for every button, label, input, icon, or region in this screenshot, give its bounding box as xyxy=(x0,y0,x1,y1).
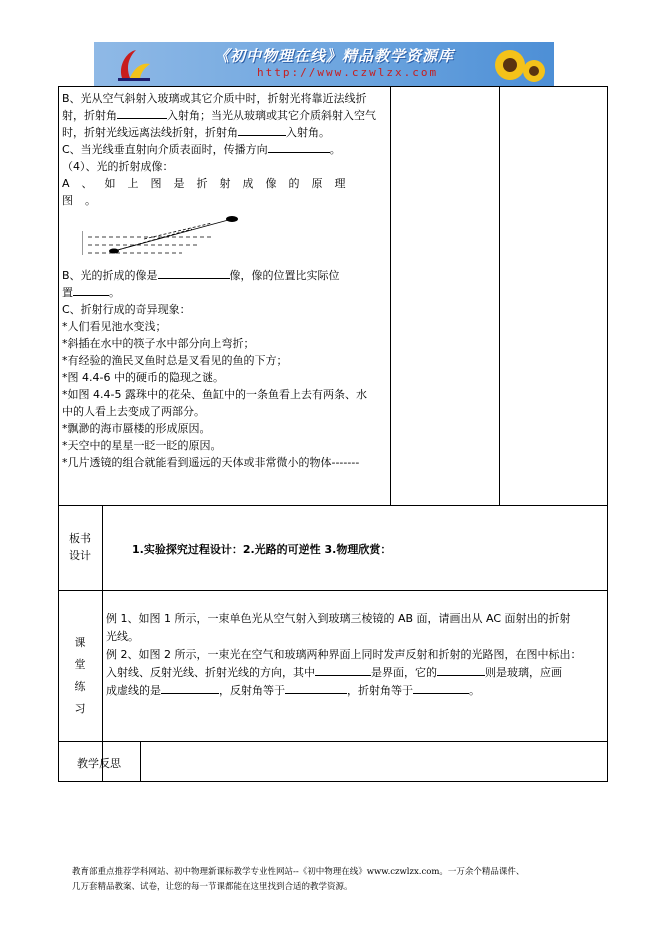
answer-blank xyxy=(158,267,230,279)
refraction-diagram xyxy=(82,209,252,257)
column-divider xyxy=(140,741,141,782)
list-item: *几片透镜的组合就能看到遥远的天体或非常微小的物体------- xyxy=(62,456,360,469)
practice-label: 课 堂 练 习 xyxy=(74,636,86,715)
footer-line: 几万套精品教案、试卷，让您的每一节课都能在这里找到合适的教学资源。 xyxy=(72,882,353,892)
list-item: *人们看见池水变浅； xyxy=(62,320,167,333)
list-item: *有经验的渔民叉鱼时总是叉看见的鱼的下方； xyxy=(62,354,288,367)
text-line: 入射线、反射光线、折射光线的方向，其中 是界面，它的 则是玻璃，应画 xyxy=(106,666,562,679)
answer-blank xyxy=(413,682,469,694)
header-banner xyxy=(94,42,554,86)
text-line: 成虚线的是 ，反射角等于 ，折射角等于 。 xyxy=(106,684,480,697)
text-line: C、当光线垂直射向介质表面时，传播方向 。 xyxy=(62,143,341,156)
text-line: 射，折射角 入射角；当光从玻璃或其它介质斜射入空气 xyxy=(62,109,376,122)
section-heading: （4）、光的折射成像： xyxy=(62,160,174,173)
row-divider xyxy=(58,590,608,591)
column-divider xyxy=(390,86,391,506)
reflection-label: 教学反思 xyxy=(77,757,121,770)
list-item: *斜插在水中的筷子水中部分向上弯折； xyxy=(62,337,255,350)
text-line: B、光的折成的像是 像，像的位置比实际位 xyxy=(62,269,340,282)
answer-blank xyxy=(238,124,286,136)
list-item: *如图 4.4-5 露珠中的花朵、鱼缸中的一条鱼看上去有两条、水 xyxy=(62,388,367,401)
sunflower-icon xyxy=(490,45,546,85)
section-heading: C、折射行成的奇异现象： xyxy=(62,303,191,316)
banner-title: 《初中物理在线》精品教学资源库 xyxy=(214,47,455,65)
footer-line: 教育部重点推荐学科网站、初中物理新课标教学专业性网站--《初中物理在线》www.czwlzx.com。一万余个精品课件、 xyxy=(72,867,525,877)
footer xyxy=(72,865,612,895)
text-line: 光线。 xyxy=(106,630,139,643)
board-text: 1.实验探究过程设计：2.光路的可逆性 3.物理欣赏： xyxy=(132,543,392,556)
column-divider xyxy=(499,86,500,506)
text-line: 例 2、如图 2 所示，一束光在空气和玻璃两种界面上同时发声反射和折射的光路图，在图中标出： xyxy=(106,648,582,661)
text-line: 例 1、如图 1 所示，一束单色光从空气射入到玻璃三棱镜的 AB 面，请画出从 AC 面射出的折射 xyxy=(106,612,571,625)
main-content xyxy=(62,90,387,471)
text-line: 时，折射光线远离法线折射，折射角 入射角。 xyxy=(62,126,330,139)
text-line: B、光从空气斜射入玻璃或其它介质中时，折射光将靠近法线折 xyxy=(62,92,367,105)
answer-blank xyxy=(315,664,371,676)
board-label: 板书 设计 xyxy=(69,532,91,562)
list-item: 中的人看上去变成了两部分。 xyxy=(62,405,205,418)
row-divider xyxy=(58,505,608,506)
list-item: *图 4.4-6 中的硬币的隐现之谜。 xyxy=(62,371,224,384)
text-line: A、如上图是折射成像的原理图。 xyxy=(62,177,358,207)
answer-blank xyxy=(285,682,347,694)
answer-blank xyxy=(161,682,219,694)
answer-blank xyxy=(117,107,167,119)
banner-url[interactable]: http://www.czwlzx.com xyxy=(257,66,439,79)
text-line: 置 。 xyxy=(62,286,120,299)
list-item: *飘渺的海市蜃楼的形成原因。 xyxy=(62,422,211,435)
logo-icon xyxy=(116,48,152,82)
answer-blank xyxy=(437,664,485,676)
answer-blank xyxy=(73,284,109,296)
practice-content xyxy=(106,610,602,700)
answer-blank xyxy=(268,141,330,153)
list-item: *天空中的星星一眨一眨的原因。 xyxy=(62,439,222,452)
